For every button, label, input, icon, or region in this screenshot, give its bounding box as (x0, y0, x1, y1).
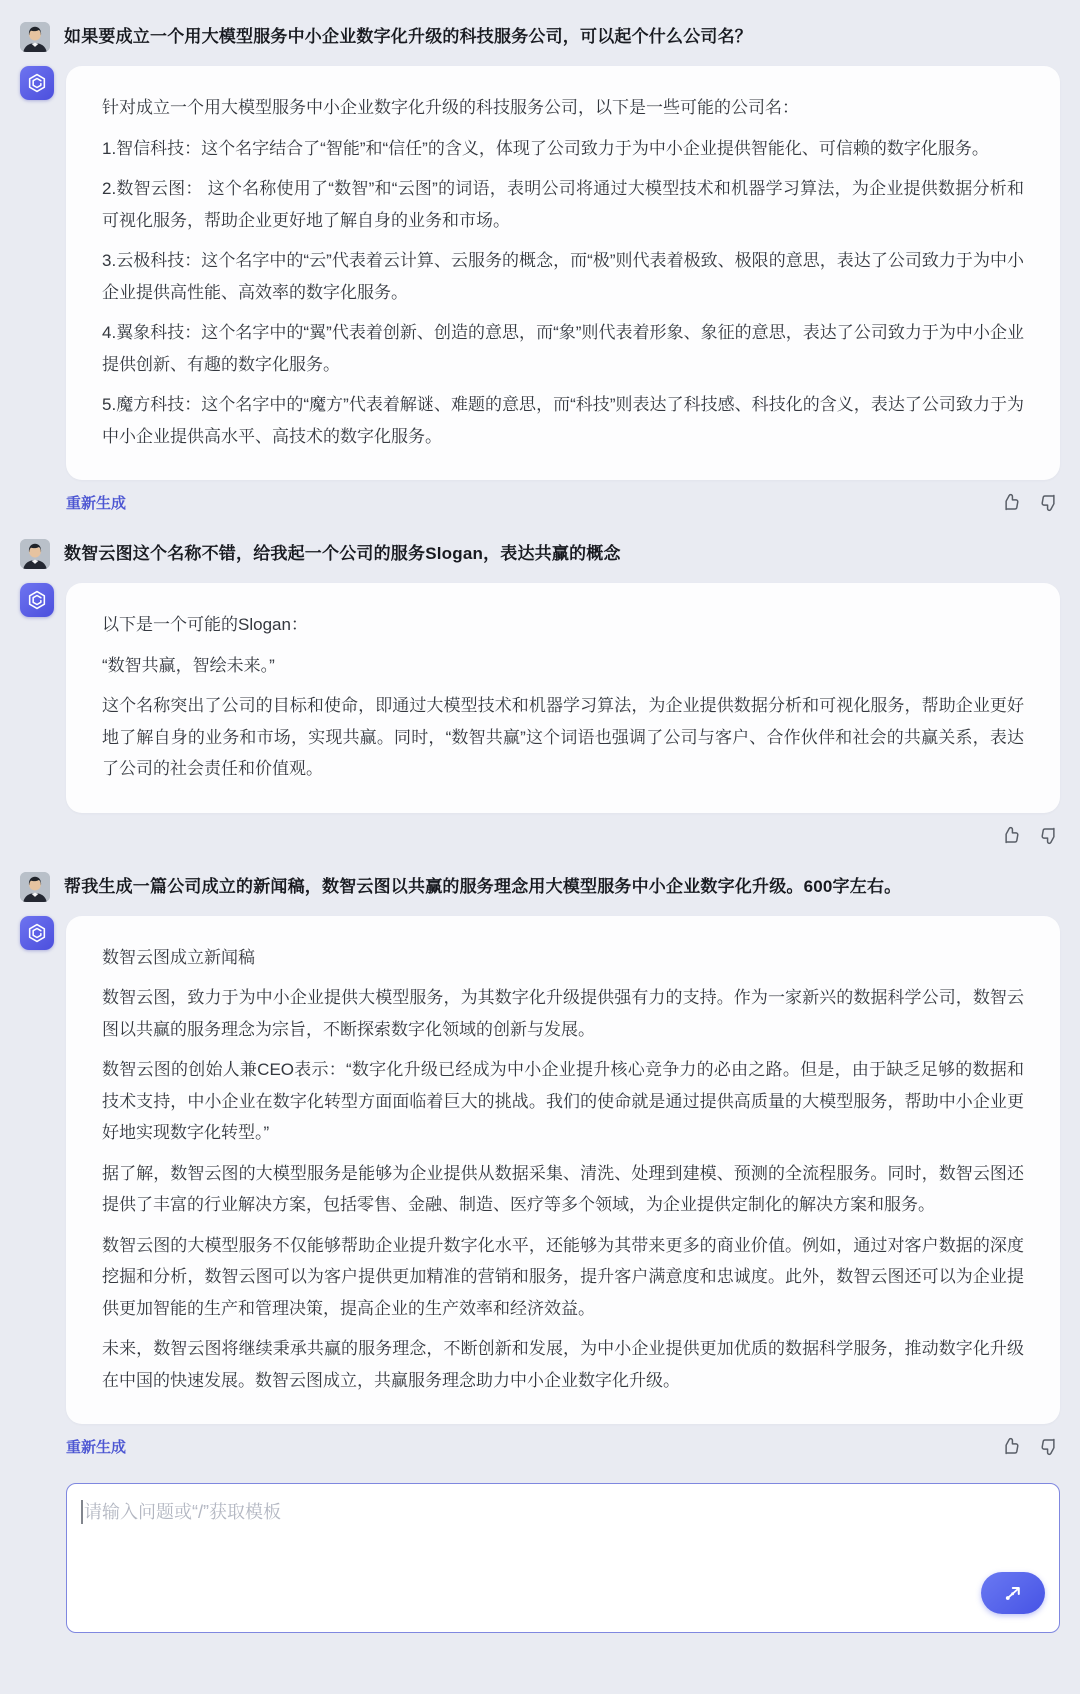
response-actions (66, 1436, 1060, 1457)
press-release-title: 数智云图成立新闻稿 (102, 947, 255, 967)
company-name-item: 4.翼象科技：这个名字中的“翼”代表着创新、创造的意思，而“象”则代表着形象、象征的意思，表达了公司致力于为中小企业提供创新、有趣的数字化服务。 (102, 323, 1024, 374)
slogan-text: “数智共赢，智绘未来。” (102, 655, 275, 675)
prompt-input[interactable] (67, 1484, 1059, 1632)
user-message-text: 数智云图这个名称不错，给我起一个公司的服务Slogan，表达共赢的概念 (64, 544, 621, 563)
response-intro: 针对成立一个用大模型服务中小企业数字化升级的科技服务公司，以下是一些可能的公司名： (102, 98, 799, 117)
ai-response-bubble (66, 66, 1060, 480)
ai-response-bubble (66, 916, 1060, 1425)
assistant-avatar (20, 916, 54, 950)
person-headshot-icon (20, 22, 50, 52)
user-message-row (20, 539, 1060, 569)
feedback-buttons (1000, 825, 1060, 846)
regenerate-button[interactable]: 重新生成 (66, 1439, 127, 1456)
slogan-explanation: 这个名称突出了公司的目标和使命，即通过大模型技术和机器学习算法，为企业提供数据分析和可视化服务，帮助企业更好地了解自身的业务和市场，实现共赢。同时，“数智共赢”这个词语也强调了公司与客户、合作伙伴和社会的共赢关系，表达了公司的社会责任和价值观。 (102, 696, 1024, 778)
thumbs-down-icon[interactable] (1039, 492, 1060, 513)
text-caret (81, 1500, 83, 1524)
company-name-item: 1.智信科技：这个名字结合了“智能”和“信任”的含义，体现了公司致力于为中小企业提供智能化、可信赖的数字化服务。 (102, 138, 989, 158)
thumbs-up-icon[interactable] (1000, 1436, 1021, 1457)
ai-response-bubble (66, 583, 1060, 813)
response-actions (66, 825, 1060, 846)
feedback-buttons (1000, 1436, 1060, 1457)
company-name-item: 2.数智云图： 这个名称使用了“数智”和“云图”的词语，表明公司将通过大模型技术和机器学习算法，为企业提供数据分析和可视化服务，帮助企业更好地了解自身的业务和市场。 (102, 179, 1024, 230)
ai-message-row (20, 583, 1060, 813)
person-headshot-icon (20, 872, 50, 902)
press-release-paragraph: 数智云图的创始人兼CEO表示：“数字化升级已经成为中小企业提升核心竞争力的必由之路。但是，由于缺乏足够的数据和技术支持，中小企业在数字化转型方面面临着巨大的挑战。我们的使命就是通过提供高质量的大模型服务，帮助中小企业更好地实现数字化转型。” (102, 1060, 1024, 1142)
person-headshot-icon (20, 539, 50, 569)
user-avatar (20, 539, 50, 569)
response-actions (66, 492, 1060, 513)
user-avatar (20, 872, 50, 902)
press-release-paragraph: 数智云图，致力于为中小企业提供大模型服务，为其数字化升级提供强有力的支持。作为一家新兴的数据科学公司，数智云图以共赢的服务理念为宗旨，不断探索数字化领域的创新与发展。 (102, 988, 1024, 1039)
press-release-paragraph: 据了解，数智云图的大模型服务是能够为企业提供从数据采集、清洗、处理到建模、预测的全流程服务。同时，数智云图还提供了丰富的行业解决方案，包括零售、金融、制造、医疗等多个领域，为企业提供定制化的解决方案和服务。 (102, 1163, 1024, 1214)
company-name-item: 5.魔方科技：这个名字中的“魔方”代表着解谜、难题的意思，而“科技”则表达了科技感、科技化的含义，表达了公司致力于为中小企业提供高水平、高技术的数字化服务。 (102, 395, 1024, 446)
thumbs-down-icon[interactable] (1039, 825, 1060, 846)
ai-logo-icon (26, 72, 48, 94)
assistant-avatar (20, 66, 54, 100)
send-icon (1002, 1582, 1024, 1604)
assistant-avatar (20, 583, 54, 617)
send-button[interactable] (981, 1572, 1045, 1614)
regenerate-button[interactable]: 重新生成 (66, 495, 127, 512)
thumbs-up-icon[interactable] (1000, 492, 1021, 513)
ai-message-row (20, 916, 1060, 1425)
ai-message-row (20, 66, 1060, 480)
ai-logo-icon (26, 589, 48, 611)
prompt-input-container (66, 1483, 1060, 1633)
press-release-paragraph: 数智云图的大模型服务不仅能够帮助企业提升数字化水平，还能够为其带来更多的商业价值。例如，通过对客户数据的深度挖掘和分析，数智云图可以为客户提供更加精准的营销和服务，提升客户满意度和忠诚度。此外，数智云图还可以为企业提供更加智能的生产和管理决策，提高企业的生产效率和经济效益。 (102, 1235, 1024, 1318)
thumbs-up-icon[interactable] (1000, 825, 1021, 846)
press-release-paragraph: 未来，数智云图将继续秉承共赢的服务理念，不断创新和发展，为中小企业提供更加优质的数据科学服务，推动数字化升级在中国的快速发展。数智云图成立，共赢服务理念助力中小企业数字化升级。 (102, 1339, 1024, 1390)
user-message-text: 帮我生成一篇公司成立的新闻稿，数智云图以共赢的服务理念用大模型服务中小企业数字化升级。600字左右。 (64, 876, 902, 896)
user-message-row (20, 22, 1060, 52)
company-name-item: 3.云极科技：这个名字中的“云”代表着云计算、云服务的概念，而“极”则代表着极致、极限的意思，表达了公司致力于为中小企业提供高性能、高效率的数字化服务。 (102, 251, 1024, 302)
user-avatar (20, 22, 50, 52)
response-intro: 以下是一个可能的Slogan： (102, 615, 308, 634)
thumbs-down-icon[interactable] (1039, 1436, 1060, 1457)
ai-logo-icon (26, 922, 48, 944)
user-message-text: 如果要成立一个用大模型服务中小企业数字化升级的科技服务公司，可以起个什么公司名？ (64, 27, 752, 46)
feedback-buttons (1000, 492, 1060, 513)
user-message-row (20, 872, 1060, 902)
